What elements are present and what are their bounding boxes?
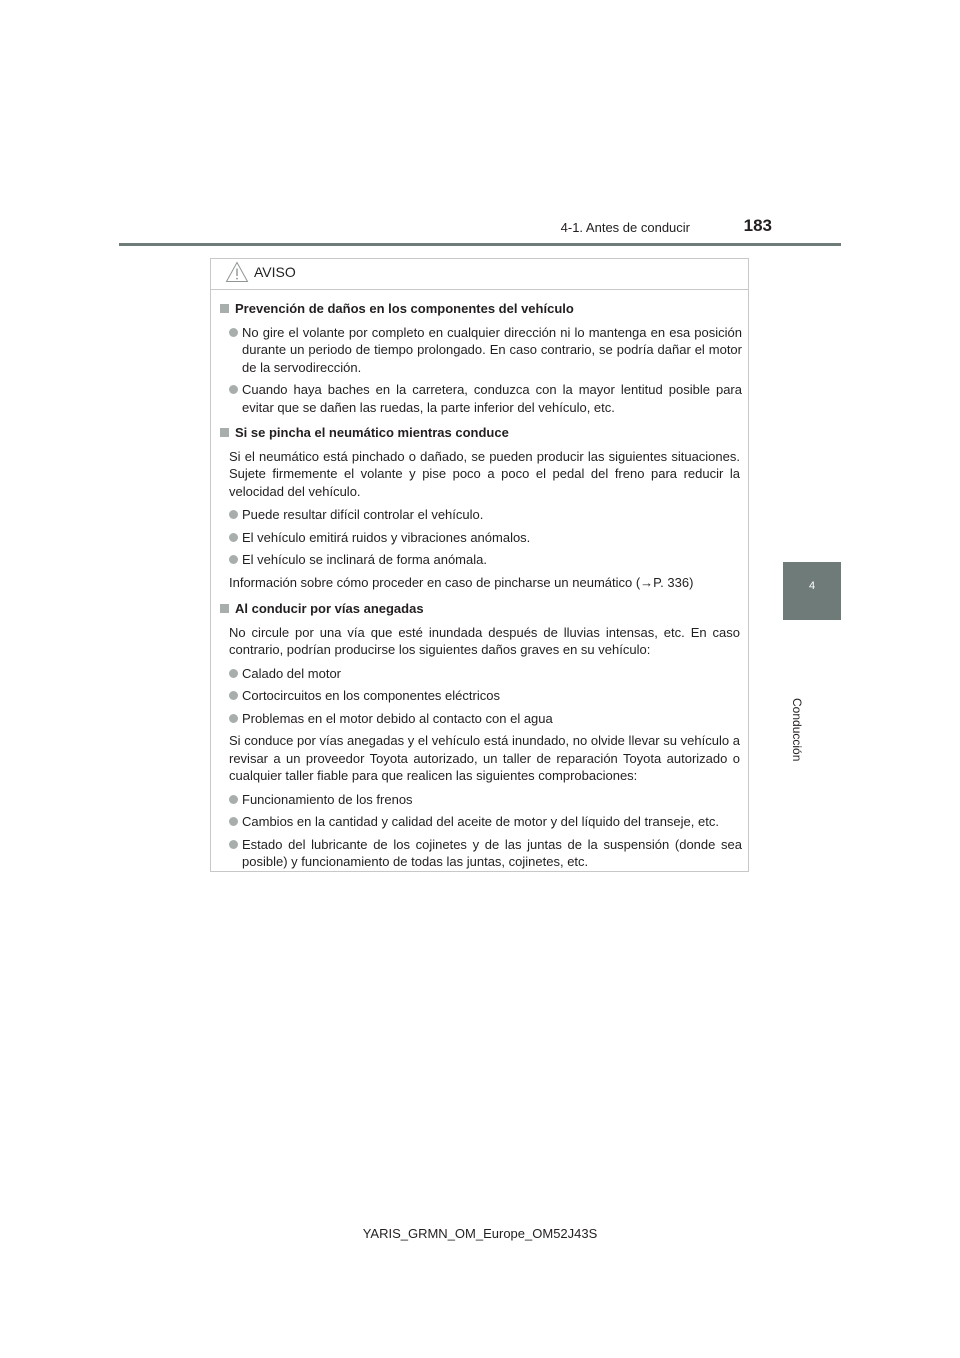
round-bullet-icon <box>229 795 238 804</box>
bullet-text: Cambios en la cantidad y calidad del aceite de motor y del líquido del transeje, etc. <box>242 814 719 829</box>
bullet-item <box>229 791 742 809</box>
bullet-item <box>229 813 742 831</box>
bullet-text: No gire el volante por completo en cualquier dirección ni lo mantenga en esa posición durante un periodo de tiempo prolongado. En caso contrario, se podría dañar el motor de la servodirección. <box>242 324 742 375</box>
section-heading-text: Prevención de daños en los componentes del vehículo <box>235 301 574 316</box>
round-bullet-icon <box>229 691 238 700</box>
section-heading <box>217 300 742 318</box>
square-bullet-icon <box>220 428 229 437</box>
bullet-text: El vehículo emitirá ruidos y vibraciones anómalos. <box>242 529 531 545</box>
header-rule <box>119 243 841 246</box>
chapter-tab-number: 4 <box>808 580 816 592</box>
bullet-text: El vehículo se inclinará de forma anómala. <box>242 552 487 567</box>
bullet-item <box>229 506 742 524</box>
bullet-item <box>229 529 742 547</box>
warning-title: AVISO <box>254 264 296 280</box>
bullet-text: Calado del motor <box>242 665 341 681</box>
chapter-side-label <box>790 628 820 762</box>
section-heading <box>217 424 742 442</box>
bullet-item <box>229 836 742 871</box>
warning-header <box>211 259 748 290</box>
bullet-text: Estado del lubricante de los cojinetes y de las juntas de la suspensión (donde sea posible) y funcionamiento de todas las juntas, cojinetes, etc. <box>242 836 742 869</box>
paragraph: Si conduce por vías anegadas y el vehículo está inundado, no olvide llevar su vehículo a revisar a un proveedor Toyota autorizado, un taller de reparación Toyota autorizado o cualquier taller fiable para que realicen las siguientes comprobaciones: <box>229 733 740 783</box>
bullet-item <box>229 687 742 705</box>
round-bullet-icon <box>229 714 238 723</box>
chapter-side-label-text: Conducción <box>790 698 804 762</box>
round-bullet-icon <box>229 669 238 678</box>
round-bullet-icon <box>229 510 238 519</box>
bullet-item <box>229 381 742 416</box>
bullet-text: Cortocircuitos en los componentes eléctricos <box>242 688 500 703</box>
warning-body <box>211 300 748 876</box>
round-bullet-icon <box>229 817 238 826</box>
section-heading-text: Si se pincha el neumático mientras conduce <box>235 425 509 440</box>
round-bullet-icon <box>229 840 238 849</box>
header-section-title: 4-1. Antes de conducir <box>560 220 690 235</box>
paragraph: Si el neumático está pinchado o dañado, se pueden producir las siguientes situaciones. Sujete firmemente el volante y pise poco a poco el pedal del freno para reducir la velocidad del vehículo. <box>229 448 740 499</box>
chapter-tab <box>783 562 841 620</box>
warning-box <box>210 258 749 872</box>
bullet-text: Puede resultar difícil controlar el vehículo. <box>242 507 484 522</box>
bullet-item <box>229 324 742 377</box>
square-bullet-icon <box>220 604 229 613</box>
page-number: 183 <box>743 216 772 235</box>
bullet-text: Funcionamiento de los frenos <box>242 791 413 807</box>
footer-document-code: YARIS_GRMN_OM_Europe_OM52J43S <box>362 1226 598 1241</box>
bullet-text: Cuando haya baches en la carretera, conduzca con la mayor lentitud posible para evitar que se dañen las ruedas, la parte inferior del vehículo, etc. <box>242 382 742 415</box>
round-bullet-icon <box>229 385 238 394</box>
bullet-item <box>229 551 742 569</box>
round-bullet-icon <box>229 533 238 542</box>
round-bullet-icon <box>229 328 238 337</box>
paragraph: No circule por una vía que esté inundada después de lluvias intensas, etc. En caso contrario, podrían producirse los siguientes daños graves en su vehículo: <box>229 624 740 657</box>
paragraph-page-reference: Información sobre cómo proceder en caso de pincharse un neumático (→P. 336) <box>229 574 694 590</box>
round-bullet-icon <box>229 555 238 564</box>
square-bullet-icon <box>220 304 229 313</box>
bullet-item <box>229 710 742 728</box>
warning-triangle-icon <box>225 261 249 283</box>
section-heading <box>217 600 742 618</box>
bullet-item <box>229 665 742 683</box>
section-heading-text: Al conducir por vías anegadas <box>235 601 424 616</box>
bullet-text: Problemas en el motor debido al contacto con el agua <box>242 710 553 726</box>
